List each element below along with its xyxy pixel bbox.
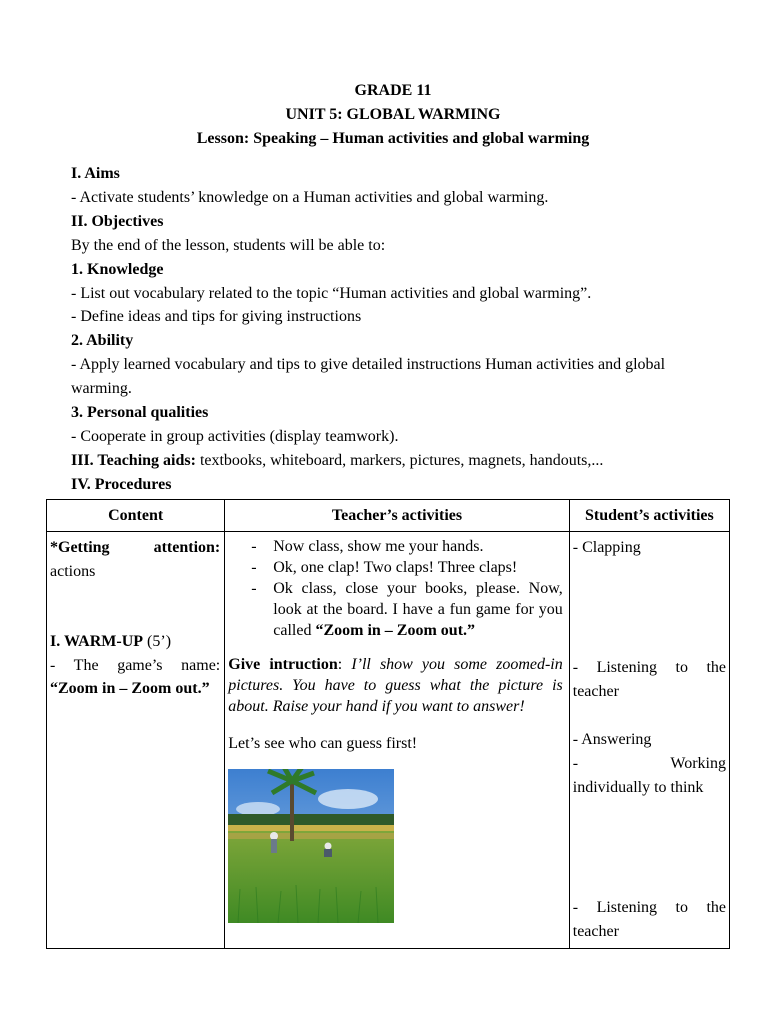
teaching-aids: III. Teaching aids: textbooks, whiteboard, markers, pictures, magnets, handouts,... xyxy=(71,451,604,469)
aims-text: - Activate students’ knowledge on a Human activities and global warming. xyxy=(71,188,549,206)
student-listening-2: - Listening to the xyxy=(572,899,726,916)
content-cell xyxy=(47,532,225,949)
ability-heading: 2. Ability xyxy=(71,332,134,350)
teacher-bullet-2: - Ok, one clap! Two claps! Three claps! xyxy=(273,557,563,578)
student-working: - Working xyxy=(572,755,726,772)
table-row xyxy=(47,532,730,949)
teacher-column-header: Teacher’s activities xyxy=(225,500,570,532)
ability-text: - Apply learned vocabulary and tips to give detailed instructions Human activities and global warming. xyxy=(71,356,666,398)
knowledge-item-2: - Define ideas and tips for giving instructions xyxy=(71,308,362,326)
game-name: “Zoom in – Zoom out.” xyxy=(50,680,210,697)
aims-heading: I. Aims xyxy=(71,165,120,182)
procedures-table xyxy=(46,499,730,949)
teacher-bullet-1: - Now class, show me your hands. xyxy=(273,536,563,557)
warmup-heading: I. WARM-UP (5’) xyxy=(50,633,172,650)
student-listening-1-cont: teacher xyxy=(572,683,619,700)
actions-label: actions xyxy=(50,562,96,580)
student-clapping: - Clapping xyxy=(572,539,641,556)
teacher-cell xyxy=(225,532,570,949)
student-listening-1: - Listening to the xyxy=(572,659,726,676)
document-header xyxy=(0,79,768,151)
grade-title: GRADE 11 xyxy=(354,82,432,99)
objectives-heading: II. Objectives xyxy=(71,212,164,230)
getting-attention-label: *Getting attention: xyxy=(50,539,221,556)
student-listening-2-cont: teacher xyxy=(572,923,619,940)
objectives-intro: By the end of the lesson, students will be able to: xyxy=(71,236,386,254)
game-name-label: - The game’s name: xyxy=(50,656,221,674)
teacher-instructions-list xyxy=(228,536,563,641)
student-cell xyxy=(569,532,729,949)
table-header-row xyxy=(47,500,730,532)
student-answering: - Answering xyxy=(572,731,652,748)
student-column-header: Student’s activities xyxy=(569,500,729,532)
knowledge-item-1: - List out vocabulary related to the topic “Human activities and global warming”. xyxy=(71,284,592,302)
teacher-bullet-3: - Ok class, close your books, please. Now, look at the board. I have a fun game for you called “Zoom in – Zoom out.” xyxy=(273,578,563,641)
student-working-cont: individually to think xyxy=(572,779,704,796)
rice-field-photo xyxy=(228,769,394,923)
unit-title: UNIT 5: GLOBAL WARMING xyxy=(285,106,501,123)
procedures-heading: IV. Procedures xyxy=(71,475,172,493)
qualities-heading: 3. Personal qualities xyxy=(71,404,209,422)
guess-text: Let’s see who can guess first! xyxy=(228,735,418,752)
knowledge-heading: 1. Knowledge xyxy=(71,260,164,278)
qualities-text: - Cooperate in group activities (display teamwork). xyxy=(71,427,399,445)
lesson-sections xyxy=(71,162,711,497)
content-column-header: Content xyxy=(47,500,225,532)
give-instruction-paragraph: Give intruction: I’ll show you some zoomed-in pictures. You have to guess what the picture is about. Raise your hand if you want to answer! xyxy=(228,656,563,715)
lesson-title: Lesson: Speaking – Human activities and global warming xyxy=(196,130,590,147)
